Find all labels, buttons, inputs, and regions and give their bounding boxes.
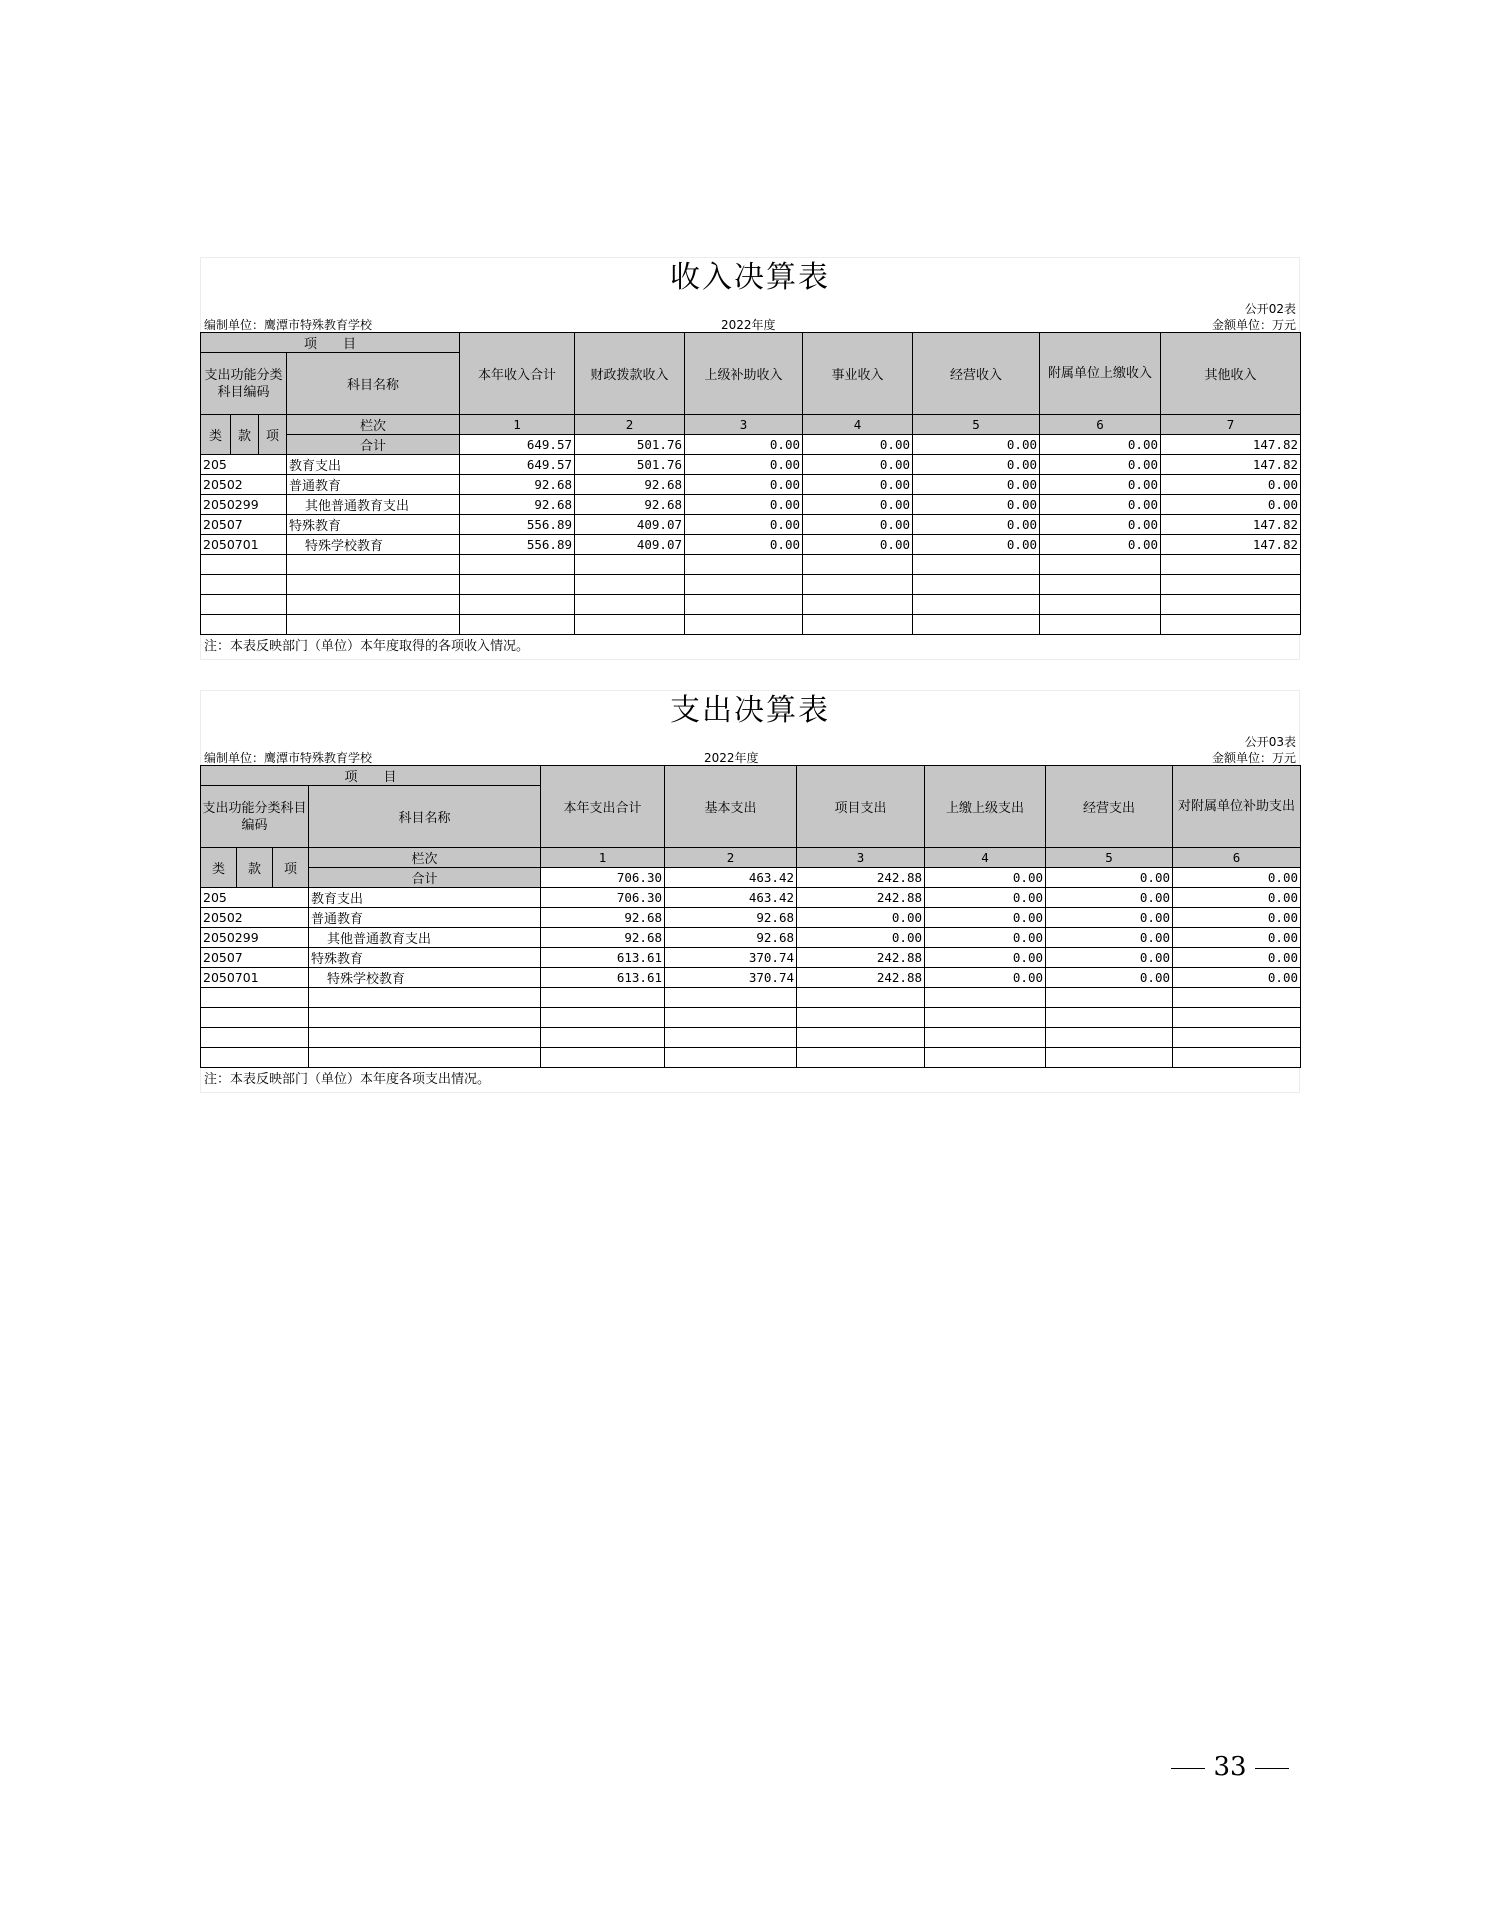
col-index: 5 [1046,848,1173,868]
page-dash-right [1255,1768,1289,1769]
row-value: 0.00 [1040,495,1161,515]
income-title: 收入决算表 [200,257,1300,298]
col-index: 1 [460,415,575,435]
total-cell: 0.00 [925,868,1046,888]
total-cell: 501.76 [575,435,685,455]
row-code: 20502 [201,908,309,928]
row-value: 0.00 [1161,475,1301,495]
table-row [201,888,1301,908]
row-value: 0.00 [685,475,803,495]
total-cell: 0.00 [803,435,913,455]
table-row [201,515,1301,535]
row-value: 0.00 [913,535,1040,555]
name-header: 科目名称 [287,353,460,415]
row-value: 0.00 [803,515,913,535]
row-value: 92.68 [665,908,797,928]
column-header: 财政拨款收入 [575,333,685,415]
empty-row [201,595,1301,615]
column-header: 项目支出 [797,766,925,848]
row-value: 0.00 [1046,928,1173,948]
row-value: 92.68 [460,475,575,495]
row-value: 0.00 [803,495,913,515]
row-value: 147.82 [1161,455,1301,475]
lei-header: 类 [201,415,231,455]
row-name: 其他普通教育支出 [287,495,460,515]
column-header: 基本支出 [665,766,797,848]
col-index: 3 [685,415,803,435]
row-value: 92.68 [575,475,685,495]
column-header: 附属单位上缴收入 [1040,333,1161,415]
row-name: 教育支出 [309,888,541,908]
expense-org: 编制单位：鹰潭市特殊教育学校 [204,751,373,765]
row-value: 0.00 [685,455,803,475]
empty-row [201,1008,1301,1028]
row-value: 0.00 [913,515,1040,535]
col-index: 2 [575,415,685,435]
code-header: 支出功能分类科目编码 [201,353,287,415]
row-name: 特殊教育 [309,948,541,968]
income-table-code: 公开02表 [1244,302,1296,316]
page-number-text: 33 [1213,1752,1247,1782]
expense-table [200,765,1301,1068]
row-value: 706.30 [541,888,665,908]
row-code: 20507 [201,515,287,535]
row-value: 92.68 [541,908,665,928]
row-code: 20507 [201,948,309,968]
column-header: 经营收入 [913,333,1040,415]
total-cell: 147.82 [1161,435,1301,455]
row-value: 0.00 [1046,948,1173,968]
row-value: 0.00 [1046,968,1173,988]
row-value: 0.00 [803,535,913,555]
income-org: 编制单位：鹰潭市特殊教育学校 [204,318,373,332]
row-value: 0.00 [797,928,925,948]
table-row [201,928,1301,948]
row-value: 613.61 [541,948,665,968]
total-label: 合计 [309,868,541,888]
total-cell: 463.42 [665,868,797,888]
column-header: 上级补助收入 [685,333,803,415]
row-value: 0.00 [925,908,1046,928]
row-name: 普通教育 [287,475,460,495]
table-row [201,908,1301,928]
row-value: 0.00 [1040,515,1161,535]
row-value: 0.00 [1173,968,1301,988]
xiang-header: 项 [273,848,309,888]
expense-meta [200,731,1300,765]
row-value: 0.00 [685,535,803,555]
income-unit: 金额单位：万元 [1211,318,1296,332]
col-index: 6 [1173,848,1301,868]
row-code: 205 [201,888,309,908]
col-index-label: 栏次 [309,848,541,868]
row-value: 0.00 [1173,888,1301,908]
row-code: 20502 [201,475,287,495]
row-value: 0.00 [803,475,913,495]
row-value: 0.00 [913,495,1040,515]
table-row [201,968,1301,988]
row-value: 92.68 [575,495,685,515]
table-row [201,495,1301,515]
row-value: 0.00 [1040,475,1161,495]
row-name: 教育支出 [287,455,460,475]
row-code: 2050701 [201,535,287,555]
column-header: 对附属单位补助支出 [1173,766,1301,848]
income-meta [200,298,1300,332]
total-label: 合计 [287,435,460,455]
row-value: 409.07 [575,535,685,555]
total-cell: 242.88 [797,868,925,888]
row-value: 556.89 [460,535,575,555]
row-value: 0.00 [685,515,803,535]
col-index: 2 [665,848,797,868]
expense-statement [200,690,1300,1093]
column-header: 事业收入 [803,333,913,415]
expense-note: 注：本表反映部门（单位）本年度各项支出情况。 [200,1068,1300,1093]
row-value: 409.07 [575,515,685,535]
row-value: 242.88 [797,948,925,968]
table-row [201,948,1301,968]
income-table [200,332,1301,635]
row-value: 147.82 [1161,535,1301,555]
row-value: 0.00 [913,475,1040,495]
lei-header: 类 [201,848,237,888]
page-dash-left [1171,1768,1205,1769]
row-value: 0.00 [797,908,925,928]
total-cell: 649.57 [460,435,575,455]
column-header: 本年支出合计 [541,766,665,848]
name-header: 科目名称 [309,786,541,848]
empty-row [201,615,1301,635]
row-value: 0.00 [1046,908,1173,928]
row-value: 92.68 [665,928,797,948]
xiang-header: 项 [259,415,287,455]
row-name: 特殊教育 [287,515,460,535]
item-header: 项 目 [201,333,460,353]
row-value: 0.00 [685,495,803,515]
income-statement [200,257,1300,660]
table-row [201,475,1301,495]
row-name: 特殊学校教育 [287,535,460,555]
col-index: 5 [913,415,1040,435]
row-value: 0.00 [1046,888,1173,908]
col-index: 3 [797,848,925,868]
row-value: 0.00 [803,455,913,475]
row-name: 特殊学校教育 [309,968,541,988]
empty-row [201,555,1301,575]
page-number [1160,1752,1300,1782]
row-value: 92.68 [460,495,575,515]
total-cell: 0.00 [1046,868,1173,888]
column-header: 上缴上级支出 [925,766,1046,848]
row-value: 649.57 [460,455,575,475]
col-index: 6 [1040,415,1161,435]
row-code: 2050299 [201,928,309,948]
total-cell: 0.00 [913,435,1040,455]
expense-year: 2022年度 [704,751,759,765]
kuan-header: 款 [231,415,259,455]
col-index: 7 [1161,415,1301,435]
row-value: 0.00 [925,968,1046,988]
income-year: 2022年度 [721,318,776,332]
item-header: 项 目 [201,766,541,786]
column-header: 经营支出 [1046,766,1173,848]
row-value: 0.00 [925,948,1046,968]
row-name: 普通教育 [309,908,541,928]
col-index: 1 [541,848,665,868]
row-name: 其他普通教育支出 [309,928,541,948]
column-header: 本年收入合计 [460,333,575,415]
row-value: 0.00 [1173,928,1301,948]
total-cell: 0.00 [1040,435,1161,455]
row-value: 370.74 [665,948,797,968]
income-note: 注：本表反映部门（单位）本年度取得的各项收入情况。 [200,635,1300,660]
code-header: 支出功能分类科目编码 [201,786,309,848]
table-row [201,455,1301,475]
empty-row [201,988,1301,1008]
row-code: 2050701 [201,968,309,988]
col-index: 4 [803,415,913,435]
row-value: 0.00 [1161,495,1301,515]
row-value: 613.61 [541,968,665,988]
expense-table-code: 公开03表 [1244,735,1296,749]
empty-row [201,1048,1301,1068]
total-cell: 706.30 [541,868,665,888]
row-value: 0.00 [925,888,1046,908]
row-value: 0.00 [1040,535,1161,555]
row-value: 463.42 [665,888,797,908]
row-value: 370.74 [665,968,797,988]
empty-row [201,575,1301,595]
row-code: 205 [201,455,287,475]
row-value: 242.88 [797,968,925,988]
total-cell: 0.00 [685,435,803,455]
table-row [201,535,1301,555]
row-value: 92.68 [541,928,665,948]
col-index: 4 [925,848,1046,868]
row-value: 0.00 [1040,455,1161,475]
row-value: 0.00 [1173,908,1301,928]
column-header: 其他收入 [1161,333,1301,415]
row-value: 501.76 [575,455,685,475]
row-value: 0.00 [925,928,1046,948]
total-cell: 0.00 [1173,868,1301,888]
row-code: 2050299 [201,495,287,515]
kuan-header: 款 [237,848,273,888]
expense-unit: 金额单位：万元 [1211,751,1296,765]
row-value: 556.89 [460,515,575,535]
row-value: 0.00 [1173,948,1301,968]
row-value: 242.88 [797,888,925,908]
expense-title: 支出决算表 [200,690,1300,731]
empty-row [201,1028,1301,1048]
col-index-label: 栏次 [287,415,460,435]
row-value: 147.82 [1161,515,1301,535]
row-value: 0.00 [913,455,1040,475]
